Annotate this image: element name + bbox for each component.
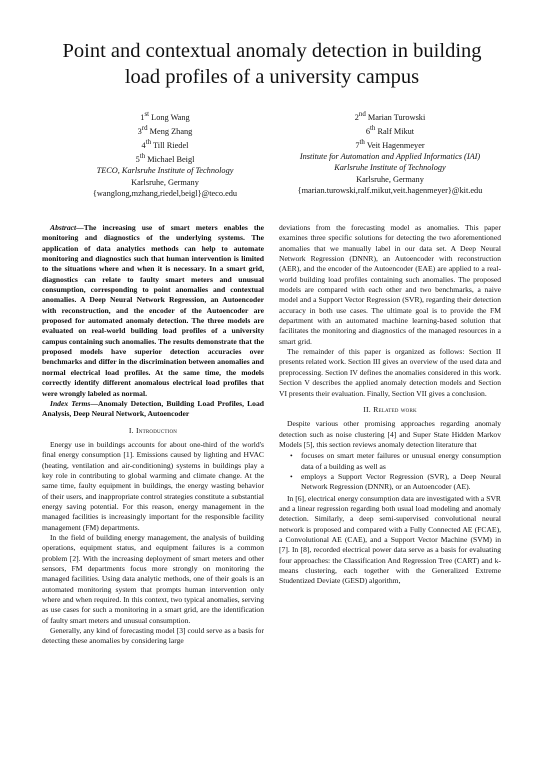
bullet-list [279, 451, 501, 492]
paragraph: In [6], electrical energy consumption data are investigated with a SVR and a linear regression regarding both usual load modeling and anomaly detection. Similarly, a deep semi-supervised convolutional neural network is proposed and compared with a Fully Connected AE (FCAE), a Convolutional AE (CAE), and a Support Vector Machine (SVM) in [7]. In [8], recorded electrical power data serve as a basis for evaluating four approaches: the Classification And Regression Tree (CART) and k-means clustering, each together with the Generalized Extreme Studentized Deviate (GESD) algorithm, [279, 493, 501, 586]
author-name: 7th Veit Hagenmeyer [355, 139, 425, 150]
author-name: 2nd Marian Turowski [354, 111, 426, 122]
author-city: Karlsruhe, Germany [356, 174, 424, 184]
author-name: 4th Till Riedel [141, 139, 189, 150]
left-column [42, 223, 264, 647]
author-email: {marian.turowski,ralf.mikut,veit.hagenmeyer}@kit.edu [297, 186, 483, 196]
author-block-left [50, 109, 280, 199]
paragraph: In the field of building energy management, the analysis of building operations, equipment status, and equipment failures is a common problem [2]. With the increasing deployment of smart meters and other sensors, FM departments focus more strongly on monitoring the managed facilities. Using data analytic methods, one of their goals is an automated monitoring system that prompts human intervention only where and when required. In this context, two typical anomalies, serving as use cases for such a monitoring in a smart grid, are the identification of faulty smart meters and unusual consumption. [42, 532, 264, 625]
list-item: • employs a Support Vector Regression (SVR), a Deep Neural Network Regression (DNNR), or an Autoencoder (AE). [301, 472, 501, 493]
paper-title [30, 38, 514, 90]
paragraph: The remainder of this paper is organized as follows: Section II presents related work. Section III gives an overview of the used data and preprocessing. Section IV defines the anomalies considered in this work. Section V describes the applied anomaly detection models and Section VI presents their evaluation. Finally, Section VII gives a conclusion. [279, 347, 501, 398]
abstract: Abstract—The increasing use of smart meters enables the monitoring and diagnostics of the underlying systems. The application of data analytics methods can help to automate monitoring and diagnostics such that human intervention is limited to the situations where and when it is necessary. In a smart grid, diagnostics can relate to faulty smart meters and unusual consumption, corresponding to point anomalies and contextual anomalies. A Deep Neural Network Regression, an Autoencoder with reconstruction, and the encoder of the Autoencoder are proposed for automated anomaly detection. The three models are evaluated on real-world building load profiles of a university campus containing such anomalies. The results demonstrate that the proposed models have superior detection accuracies over benchmarks and differ in the discrimination between anomalies and normal electrical load profiles. At the same time, the models correctly identify different anomalous electrical load profiles that were wrongly labeled as normal. [42, 223, 264, 398]
section-heading-introduction: I. Introduction [128, 425, 178, 435]
paragraph: Generally, any kind of forecasting model [3] could serve as a basis for detecting these anomalies by considering large [42, 626, 264, 646]
title-line-1: Point and contextual anomaly detection in building [62, 40, 482, 62]
paragraph: deviations from the forecasting model as anomalies. This paper examines three specific solutions for detecting the two aforementioned anomalies that we manually label in our data set. A Deep Neural Network Regression (DNNR), an Autoencoder with reconstruction (AER), and the encoder of the Autoencoder (EAE) are applied to a real-world building load profiles containing such anomalies. The proposed models are compared with each other and two benchmarks, a naive model and a Support Vector Regression (SVR), regarding their detection accuracy in both use cases. The ultimate goal is to provide the FM department with an automated machine learning-based solution that facilitates the monitoring and diagnostics of the managed resources in a smart grid. [279, 223, 501, 346]
paragraph: Despite various other promising approaches regarding anomaly detection such as noise clustering [4] and Super State Hidden Markov Models [5], this section reviews anomaly detection literature that [279, 419, 501, 449]
author-block-right [252, 109, 528, 196]
author-affiliation: Karlsruhe Institute of Technology [334, 163, 446, 173]
index-terms: Index Terms—Anomaly Detection, Building Load Profiles, Load Analysis, Deep Neural Network, Autoencoder [42, 398, 264, 419]
author-city: Karlsruhe, Germany [131, 177, 199, 187]
paragraph: Energy use in buildings accounts for about one-third of the world's final energy consumption [1]. Emissions caused by lighting and HVAC (heating, ventilation and air-conditioning) systems in buildings play a key role in contributing to global warming and climate change. At the same time, faulty equipment in buildings, the energy wasting behavior of their users, and inappropriate control strategies constitute a substantial energy saving potential. For this reason, energy management in the managed facilities is increasingly important for the responsible facility management (FM) departments. [42, 439, 264, 532]
author-name: 6th Ralf Mikut [365, 125, 415, 136]
list-item: • focuses on smart meter failures or unusual energy consumption data of a building as well as [301, 451, 501, 472]
author-affiliation: Institute for Automation and Applied Informatics (IAI) [299, 152, 481, 162]
author-affiliation: TECO, Karlsruhe Institute of Technology [96, 166, 234, 176]
title-line-2: load profiles of a university campus [124, 66, 420, 88]
section-heading-related-work: II. Related work [363, 404, 417, 414]
author-name: 1st Long Wang [140, 111, 190, 122]
author-name: 3rd Meng Zhang [137, 125, 193, 136]
author-email: {wanglong,mzhang,riedel,beigl}@teco.edu [92, 188, 238, 198]
right-column [279, 223, 501, 587]
author-name: 5th Michael Beigl [135, 153, 195, 164]
